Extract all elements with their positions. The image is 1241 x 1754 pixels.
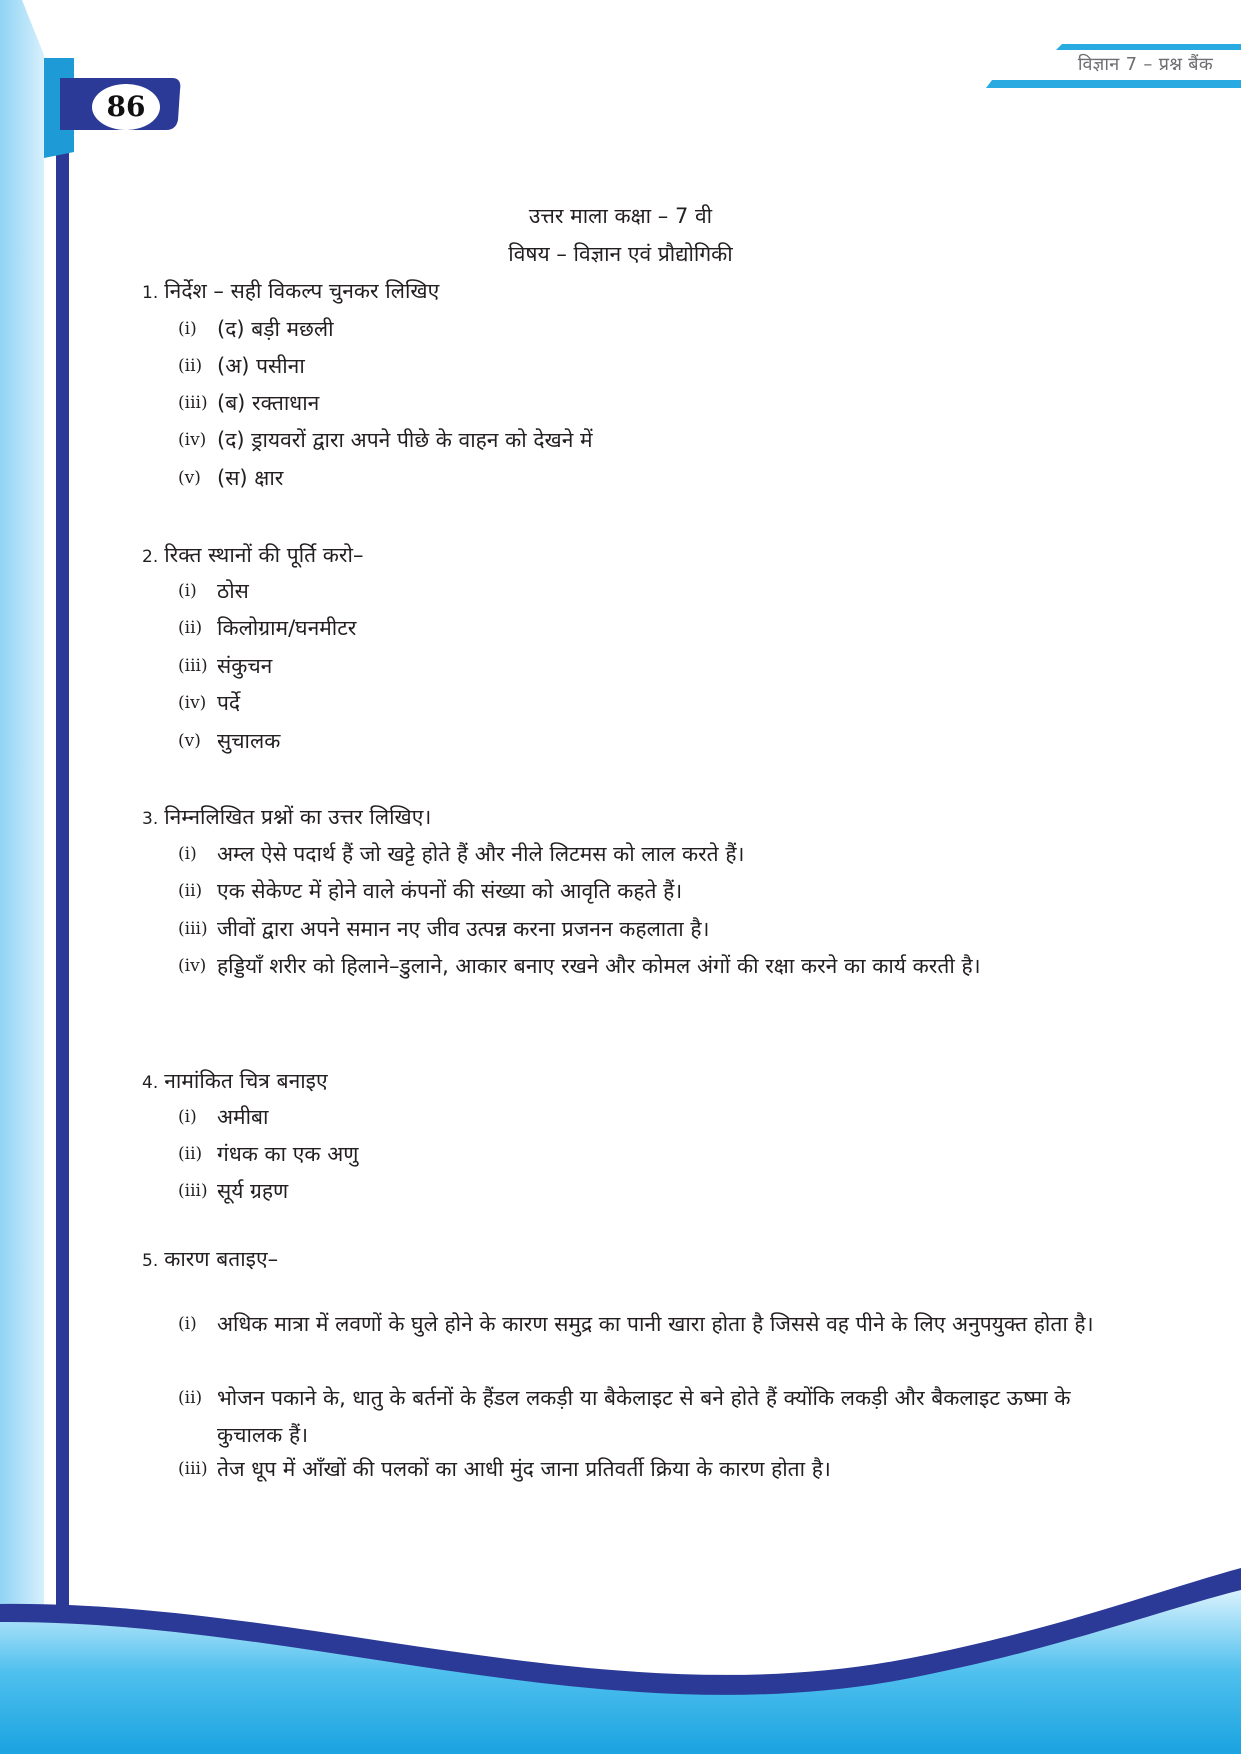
- section-1-title: [142, 277, 439, 305]
- list-item: [178, 610, 1098, 647]
- item-text: किलोग्राम/घनमीटर: [217, 616, 357, 640]
- roman-numeral: (ii): [178, 881, 203, 901]
- item-text: एक सेकेण्ट में होने वाले कंपनों की संख्या को आवृति कहते हैं।: [217, 879, 683, 903]
- section-title-text: नामांकित चित्र बनाइए: [164, 1069, 328, 1093]
- roman-numeral: (v): [178, 731, 201, 751]
- list-item: [178, 1136, 1098, 1173]
- section-title-text: निर्देश – सही विकल्प चुनकर लिखिए: [164, 279, 440, 303]
- roman-numeral: (i): [178, 319, 197, 339]
- roman-numeral: (i): [178, 1314, 197, 1334]
- section-2-title: [142, 541, 363, 569]
- roman-numeral: (iii): [178, 656, 208, 676]
- roman-numeral: (ii): [178, 356, 203, 376]
- item-text: भोजन पकाने के, धातु के बर्तनों के हैंडल लकड़ी या बैकेलाइट से बने होते हैं क्योंकि लकड़ी और बैकलाइट ऊष्मा के कुचालक हैं।: [217, 1386, 1071, 1447]
- item-text: अम्ल ऐसे पदार्थ हैं जो खट्टे होते हैं और नीले लिटमस को लाल करते हैं।: [217, 842, 745, 866]
- section-title-text: कारण बताइए–: [164, 1247, 279, 1271]
- roman-numeral: (iv): [178, 430, 207, 450]
- list-item: [178, 1306, 1098, 1343]
- item-text: (द) ड्रायवरों द्वारा अपने पीछे के वाहन को देखने में: [217, 428, 593, 452]
- section-title-text: रिक्त स्थानों की पूर्ति करो–: [164, 543, 364, 567]
- section-number: 4.: [142, 1073, 159, 1093]
- page-number: 86: [92, 84, 160, 130]
- item-text: अधिक मात्रा में लवणों के घुले होने के कारण समुद्र का पानी खारा होता है जिससे वह पीने के लिए अनुपयुक्त होता है।: [217, 1312, 1094, 1336]
- section-number: 5.: [142, 1251, 159, 1271]
- roman-numeral: (i): [178, 581, 197, 601]
- item-text: (अ) पसीना: [217, 354, 305, 378]
- list-item: [178, 911, 1098, 948]
- roman-numeral: (iii): [178, 1459, 208, 1479]
- section-number: 1.: [142, 283, 159, 303]
- roman-numeral: (iv): [178, 693, 207, 713]
- roman-numeral: (v): [178, 468, 201, 488]
- title-line-1: उत्तर माला कक्षा – 7 वी: [528, 204, 713, 228]
- list-item: [178, 723, 1098, 760]
- item-text: अमीबा: [217, 1105, 269, 1129]
- item-text: सुचालक: [217, 729, 281, 753]
- running-header: विज्ञान 7 – प्रश्न बैंक: [1077, 54, 1213, 75]
- list-item: [178, 1099, 1098, 1136]
- title-line-2: विषय – विज्ञान एवं प्रौद्योगिकी: [508, 242, 733, 266]
- roman-numeral: (iii): [178, 919, 208, 939]
- list-item: [178, 873, 1098, 910]
- item-text: जीवों द्वारा अपने समान नए जीव उत्पन्न करना प्रजनन कहलाता है।: [217, 917, 710, 941]
- roman-numeral: (ii): [178, 1388, 203, 1408]
- item-text: हड्डियाँ शरीर को हिलाने–डुलाने, आकार बनाए रखने और कोमल अंगों की रक्षा करने का कार्य करती है।: [217, 954, 981, 978]
- section-title-text: निम्नलिखित प्रश्नों का उत्तर लिखिए।: [164, 805, 432, 829]
- roman-numeral: (iii): [178, 1181, 208, 1201]
- section-number: 3.: [142, 809, 159, 829]
- item-text: पर्दे: [217, 691, 241, 715]
- section-3-title: [142, 803, 431, 831]
- list-item: [178, 460, 1098, 497]
- list-item: [178, 685, 1098, 722]
- list-item: [178, 948, 1098, 985]
- roman-numeral: (i): [178, 1107, 197, 1127]
- list-item: [178, 1173, 1098, 1210]
- roman-numeral: (ii): [178, 1144, 203, 1164]
- list-item: [178, 836, 1098, 873]
- list-item: [178, 422, 1098, 459]
- item-text: (ब) रक्ताधान: [217, 391, 320, 415]
- item-text: गंधक का एक अणु: [217, 1142, 359, 1166]
- section-5-title: [142, 1245, 278, 1273]
- roman-numeral: (i): [178, 844, 197, 864]
- item-text: सूर्य ग्रहण: [217, 1179, 289, 1203]
- item-text: तेज धूप में आँखों की पलकों का आधी मुंद जाना प्रतिवर्ती क्रिया के कारण होता है।: [217, 1457, 831, 1481]
- list-item: [178, 573, 1098, 610]
- list-item: [178, 348, 1098, 385]
- list-item: [178, 385, 1098, 422]
- list-item: [178, 1380, 1098, 1454]
- list-item: [178, 1451, 1098, 1488]
- list-item: [178, 648, 1098, 685]
- item-text: संकुचन: [217, 654, 273, 678]
- item-text: (द) बड़ी मछली: [217, 317, 334, 341]
- roman-numeral: (iv): [178, 956, 207, 976]
- list-item: [178, 311, 1098, 348]
- roman-numeral: (ii): [178, 618, 203, 638]
- section-4-title: [142, 1067, 328, 1095]
- item-text: (स) क्षार: [217, 466, 284, 490]
- section-number: 2.: [142, 547, 159, 567]
- roman-numeral: (iii): [178, 393, 208, 413]
- item-text: ठोस: [217, 579, 249, 603]
